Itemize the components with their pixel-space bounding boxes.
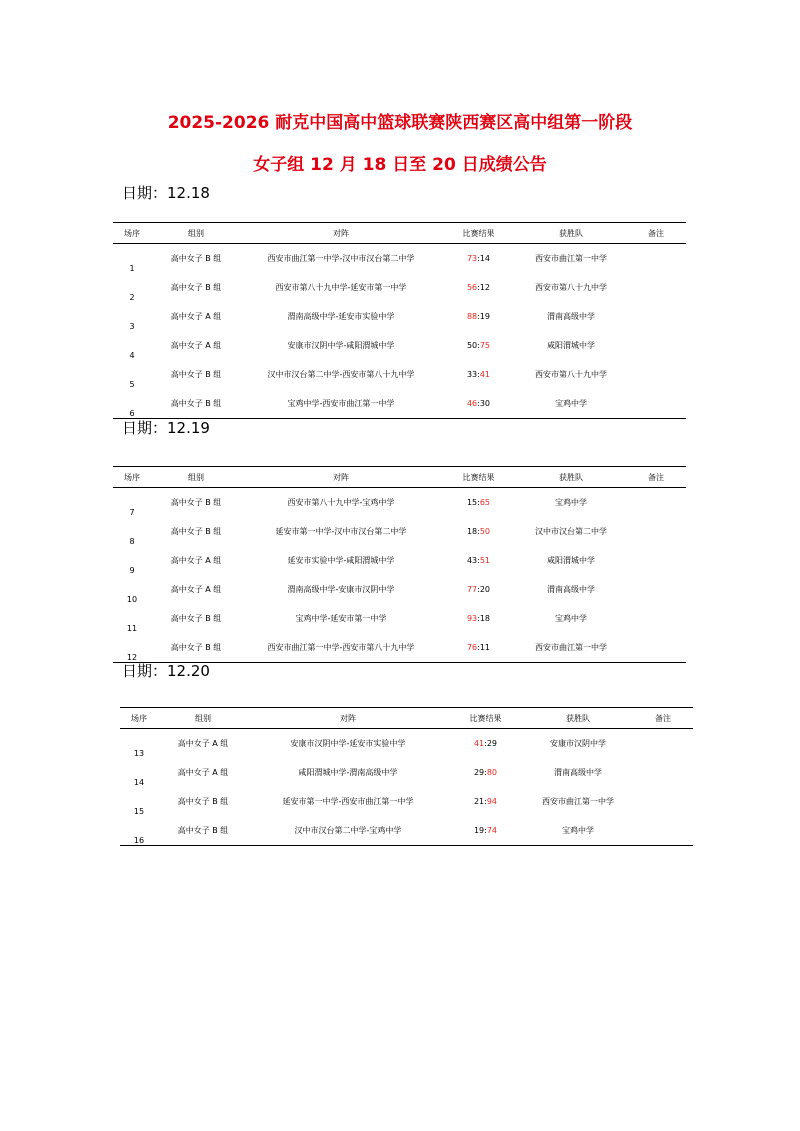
group-cell: 高中女子 A 组 bbox=[170, 312, 222, 321]
table-row bbox=[113, 331, 686, 360]
winner-cell: 汉中市汉台第二中学 bbox=[535, 527, 607, 536]
match-order: 5 bbox=[129, 380, 135, 389]
date-label: 日期： bbox=[122, 419, 168, 437]
score-b: 41 bbox=[479, 370, 491, 379]
column-header-winner: 获胜队 bbox=[516, 223, 626, 244]
result-cell bbox=[441, 331, 516, 360]
table-row bbox=[113, 488, 686, 518]
match-order: 1 bbox=[129, 264, 135, 273]
note-cell bbox=[633, 816, 693, 846]
winner-cell: 宝鸡中学 bbox=[523, 816, 633, 846]
winner-cell: 安康市汉阴中学 bbox=[550, 739, 606, 748]
matchup-cell: 安康市汉阴中学-咸阳渭城中学 bbox=[287, 341, 395, 350]
winner-cell: 渭南高级中学 bbox=[547, 585, 595, 594]
match-order: 4 bbox=[129, 351, 135, 360]
table-row bbox=[113, 302, 686, 331]
column-header-result: 比赛结果 bbox=[441, 467, 516, 488]
table-row bbox=[113, 604, 686, 633]
results-table bbox=[113, 222, 686, 419]
column-header-order: 场序 bbox=[113, 467, 151, 488]
date-label: 日期： bbox=[122, 184, 168, 202]
winner-cell: 咸阳渭城中学 bbox=[547, 556, 595, 565]
result-cell bbox=[441, 244, 516, 274]
note-cell bbox=[626, 488, 686, 518]
winner-cell: 宝鸡中学 bbox=[516, 389, 626, 419]
table-row bbox=[120, 758, 693, 787]
score-a: 50 bbox=[466, 341, 478, 350]
table-row bbox=[113, 360, 686, 389]
winner-cell: 宝鸡中学 bbox=[555, 498, 587, 507]
column-header-group: 组别 bbox=[151, 467, 241, 488]
score-separator: : bbox=[484, 826, 487, 835]
table-row bbox=[113, 389, 686, 419]
score-b: 11 bbox=[479, 643, 491, 652]
winner-cell: 咸阳渭城中学 bbox=[547, 341, 595, 350]
group-cell: 高中女子 B 组 bbox=[170, 527, 222, 536]
score-a: 88 bbox=[466, 312, 478, 321]
matchup-cell: 渭南高级中学-安康市汉阴中学 bbox=[287, 585, 395, 594]
score-separator: : bbox=[477, 585, 480, 594]
note-cell bbox=[626, 244, 686, 274]
match-order: 12 bbox=[113, 633, 151, 663]
score-separator: : bbox=[477, 399, 480, 408]
score-b: 20 bbox=[479, 585, 491, 594]
score-separator: : bbox=[477, 614, 480, 623]
match-order: 9 bbox=[129, 566, 135, 575]
score-a: 77 bbox=[466, 585, 478, 594]
score-separator: : bbox=[484, 739, 487, 748]
table-row bbox=[113, 575, 686, 604]
date-value: 12.20 bbox=[167, 662, 210, 680]
group-cell: 高中女子 B 组 bbox=[170, 498, 222, 507]
score-b: 80 bbox=[486, 768, 498, 777]
table-row bbox=[113, 273, 686, 302]
column-header-result: 比赛结果 bbox=[448, 708, 523, 729]
result-cell bbox=[441, 360, 516, 389]
group-cell: 高中女子 A 组 bbox=[170, 341, 222, 350]
score-a: 93 bbox=[466, 614, 478, 623]
score-a: 19 bbox=[473, 826, 485, 835]
score-separator: : bbox=[477, 370, 480, 379]
match-order: 3 bbox=[129, 322, 135, 331]
column-header-matchup: 对阵 bbox=[241, 467, 441, 488]
result-cell bbox=[441, 517, 516, 546]
group-cell: 高中女子 A 组 bbox=[177, 739, 229, 748]
match-order: 11 bbox=[126, 624, 138, 633]
note-cell bbox=[626, 331, 686, 360]
column-header-order: 场序 bbox=[113, 223, 151, 244]
score-b: 14 bbox=[479, 254, 491, 263]
group-cell: 高中女子 B 组 bbox=[177, 797, 229, 806]
group-cell: 高中女子 B 组 bbox=[151, 633, 241, 663]
score-b: 29 bbox=[486, 739, 498, 748]
column-header-group: 组别 bbox=[151, 223, 241, 244]
table-row bbox=[120, 787, 693, 816]
score-a: 73 bbox=[466, 254, 478, 263]
matchup-cell: 延安市第一中学-汉中市汉台第二中学 bbox=[275, 527, 407, 536]
table-row bbox=[113, 517, 686, 546]
result-cell bbox=[448, 816, 523, 846]
matchup-cell: 咸阳渭城中学-渭南高级中学 bbox=[298, 768, 398, 777]
date-heading bbox=[122, 417, 210, 438]
date-label: 日期： bbox=[122, 662, 168, 680]
winner-cell: 西安市曲江第一中学 bbox=[535, 254, 607, 263]
matchup-cell: 汉中市汉台第二中学-宝鸡中学 bbox=[248, 816, 448, 846]
table-row bbox=[113, 546, 686, 575]
group-cell: 高中女子 B 组 bbox=[151, 389, 241, 419]
matchup-cell: 宝鸡中学-延安市第一中学 bbox=[295, 614, 387, 623]
table-row bbox=[120, 816, 693, 846]
score-a: 33 bbox=[466, 370, 478, 379]
table-row bbox=[120, 729, 693, 759]
score-b: 50 bbox=[479, 527, 491, 536]
group-cell: 高中女子 B 组 bbox=[170, 370, 222, 379]
note-cell bbox=[626, 604, 686, 633]
note-cell bbox=[626, 302, 686, 331]
winner-cell: 渭南高级中学 bbox=[554, 768, 602, 777]
score-b: 18 bbox=[479, 614, 491, 623]
winner-cell: 西安市曲江第一中学 bbox=[516, 633, 626, 663]
matchup-cell: 宝鸡中学-西安市曲江第一中学 bbox=[241, 389, 441, 419]
score-b: 74 bbox=[486, 826, 498, 835]
score-separator: : bbox=[477, 643, 480, 652]
note-cell bbox=[626, 389, 686, 419]
note-cell bbox=[626, 633, 686, 663]
matchup-cell: 西安市曲江第一中学-汉中市汉台第二中学 bbox=[267, 254, 415, 263]
score-separator: : bbox=[477, 341, 480, 350]
note-cell bbox=[633, 787, 693, 816]
result-cell bbox=[441, 575, 516, 604]
score-separator: : bbox=[477, 527, 480, 536]
table-header-row bbox=[113, 467, 686, 488]
date-heading bbox=[122, 182, 210, 203]
winner-cell: 渭南高级中学 bbox=[547, 312, 595, 321]
score-b: 65 bbox=[479, 498, 491, 507]
score-separator: : bbox=[477, 556, 480, 565]
date-value: 12.19 bbox=[167, 419, 210, 437]
result-cell bbox=[441, 488, 516, 518]
note-cell bbox=[626, 517, 686, 546]
score-b: 12 bbox=[479, 283, 491, 292]
match-order: 14 bbox=[133, 778, 145, 787]
result-cell bbox=[441, 273, 516, 302]
column-header-winner: 获胜队 bbox=[523, 708, 633, 729]
matchup-cell: 延安市第一中学-西安市曲江第一中学 bbox=[282, 797, 414, 806]
page-subtitle: 女子组 12 月 18 日至 20 日成绩公告 bbox=[253, 155, 547, 175]
match-order: 16 bbox=[120, 816, 158, 846]
note-cell bbox=[633, 729, 693, 759]
table-row bbox=[113, 244, 686, 274]
score-separator: : bbox=[477, 498, 480, 507]
score-a: 43 bbox=[466, 556, 478, 565]
result-cell bbox=[448, 787, 523, 816]
score-separator: : bbox=[484, 797, 487, 806]
matchup-cell: 渭南高级中学-延安市实验中学 bbox=[287, 312, 395, 321]
column-header-group: 组别 bbox=[158, 708, 248, 729]
group-cell: 高中女子 B 组 bbox=[158, 816, 248, 846]
note-cell bbox=[626, 575, 686, 604]
match-order: 6 bbox=[113, 389, 151, 419]
group-cell: 高中女子 B 组 bbox=[170, 254, 222, 263]
match-order: 7 bbox=[129, 508, 135, 517]
match-order: 15 bbox=[133, 807, 145, 816]
score-a: 18 bbox=[466, 527, 478, 536]
group-cell: 高中女子 B 组 bbox=[170, 283, 222, 292]
matchup-cell: 西安市曲江第一中学-西安市第八十九中学 bbox=[241, 633, 441, 663]
table-row bbox=[113, 633, 686, 663]
score-separator: : bbox=[477, 254, 480, 263]
table-header-row bbox=[120, 708, 693, 729]
winner-cell: 西安市第八十九中学 bbox=[535, 370, 607, 379]
column-header-order: 场序 bbox=[120, 708, 158, 729]
results-table bbox=[113, 466, 686, 663]
result-cell bbox=[448, 758, 523, 787]
column-header-note: 备注 bbox=[626, 467, 686, 488]
column-header-note: 备注 bbox=[626, 223, 686, 244]
score-b: 51 bbox=[479, 556, 491, 565]
matchup-cell: 延安市实验中学-咸阳渭城中学 bbox=[287, 556, 395, 565]
group-cell: 高中女子 B 组 bbox=[170, 614, 222, 623]
note-cell bbox=[626, 360, 686, 389]
result-cell bbox=[441, 389, 516, 419]
winner-cell: 西安市曲江第一中学 bbox=[542, 797, 614, 806]
match-order: 10 bbox=[126, 595, 138, 604]
score-b: 30 bbox=[479, 399, 491, 408]
column-header-result: 比赛结果 bbox=[441, 223, 516, 244]
column-header-matchup: 对阵 bbox=[241, 223, 441, 244]
score-b: 75 bbox=[479, 341, 491, 350]
matchup-cell: 西安市第八十九中学-宝鸡中学 bbox=[287, 498, 395, 507]
note-cell bbox=[633, 758, 693, 787]
score-a: 76 bbox=[466, 643, 478, 652]
column-header-winner: 获胜队 bbox=[516, 467, 626, 488]
matchup-cell: 西安市第八十九中学-延安市第一中学 bbox=[275, 283, 407, 292]
date-heading bbox=[122, 660, 210, 681]
match-order: 8 bbox=[129, 537, 135, 546]
group-cell: 高中女子 A 组 bbox=[177, 768, 229, 777]
column-header-note: 备注 bbox=[633, 708, 693, 729]
group-cell: 高中女子 A 组 bbox=[170, 556, 222, 565]
score-a: 15 bbox=[466, 498, 478, 507]
score-separator: : bbox=[477, 283, 480, 292]
score-a: 21 bbox=[473, 797, 485, 806]
matchup-cell: 汉中市汉台第二中学-西安市第八十九中学 bbox=[267, 370, 415, 379]
result-cell bbox=[441, 604, 516, 633]
score-separator: : bbox=[484, 768, 487, 777]
score-a: 56 bbox=[466, 283, 478, 292]
page-title: 2025-2026 耐克中国高中篮球联赛陕西赛区高中组第一阶段 bbox=[167, 113, 633, 133]
score-a: 41 bbox=[473, 739, 485, 748]
score-separator: : bbox=[477, 312, 480, 321]
group-cell: 高中女子 A 组 bbox=[170, 585, 222, 594]
score-a: 46 bbox=[466, 399, 478, 408]
results-table bbox=[120, 707, 693, 846]
winner-cell: 宝鸡中学 bbox=[555, 614, 587, 623]
score-b: 94 bbox=[486, 797, 498, 806]
note-cell bbox=[626, 546, 686, 575]
result-cell bbox=[441, 302, 516, 331]
result-cell bbox=[441, 546, 516, 575]
column-header-matchup: 对阵 bbox=[248, 708, 448, 729]
result-cell bbox=[441, 633, 516, 663]
result-cell bbox=[448, 729, 523, 759]
match-order: 13 bbox=[133, 749, 145, 758]
table-header-row bbox=[113, 223, 686, 244]
winner-cell: 西安市第八十九中学 bbox=[535, 283, 607, 292]
note-cell bbox=[626, 273, 686, 302]
score-b: 19 bbox=[479, 312, 491, 321]
match-order: 2 bbox=[129, 293, 135, 302]
matchup-cell: 安康市汉阴中学-延安市实验中学 bbox=[290, 739, 406, 748]
date-value: 12.18 bbox=[167, 184, 210, 202]
score-a: 29 bbox=[473, 768, 485, 777]
